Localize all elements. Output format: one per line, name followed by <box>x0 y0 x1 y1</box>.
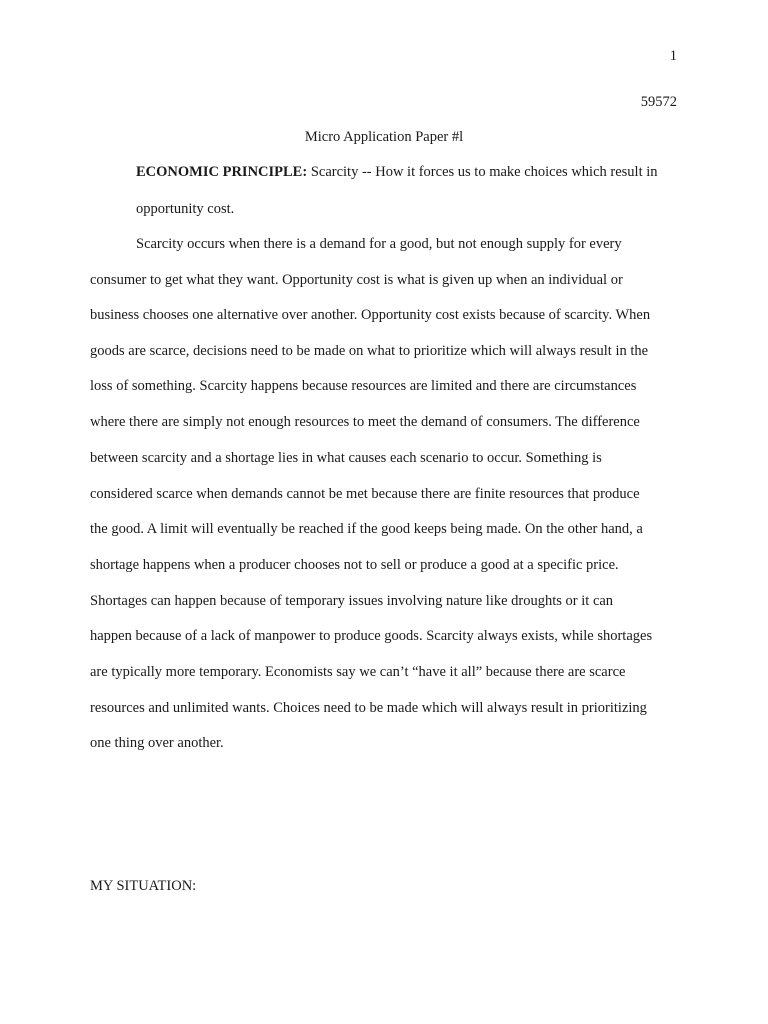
paragraph-line-1: Scarcity occurs when there is a demand for a good, but not enough supply for every <box>136 236 622 252</box>
paragraph-line-10: shortage happens when a producer chooses not to sell or produce a good at a specific price. <box>90 557 619 573</box>
paragraph-line-6: where there are simply not enough resources to meet the demand of consumers. The difference <box>90 414 640 430</box>
paragraph-line-2: consumer to get what they want. Opportunity cost is what is given up when an individual or <box>90 272 623 288</box>
paragraph-line-3: business chooses one alternative over another. Opportunity cost exists because of scarcity. When <box>90 307 651 323</box>
paragraph-line-4: goods are scarce, decisions need to be made on what to prioritize which will always result in the <box>90 343 649 359</box>
page-number: 1 <box>669 48 677 64</box>
my-situation-heading: MY SITUATION: <box>90 878 197 894</box>
economic-principle-continuation: opportunity cost. <box>136 201 235 217</box>
paper-title: Micro Application Paper #l <box>304 129 464 145</box>
paragraph-line-5: loss of something. Scarcity happens because resources are limited and there are circumstances <box>90 378 637 394</box>
economic-principle-text: Scarcity -- How it forces us to make choices which result in <box>307 164 658 180</box>
paragraph-line-13: are typically more temporary. Economists say we can’t “have it all” because there are scarce <box>90 664 626 680</box>
paragraph-line-15: one thing over another. <box>90 735 224 751</box>
student-id: 59572 <box>640 94 677 110</box>
paragraph-line-7: between scarcity and a shortage lies in what causes each scenario to occur. Something is <box>90 450 602 466</box>
paragraph-line-8: considered scarce when demands cannot be met because there are finite resources that produce <box>90 486 640 502</box>
paragraph-line-11: Shortages can happen because of temporary issues involving nature like droughts or it can <box>90 593 614 609</box>
paragraph-line-14: resources and unlimited wants. Choices need to be made which will always result in prioritizing <box>90 700 647 716</box>
economic-principle-line <box>136 163 658 181</box>
economic-principle-label: ECONOMIC PRINCIPLE: <box>136 164 308 180</box>
paragraph-line-12: happen because of a lack of manpower to produce goods. Scarcity always exists, while shortages <box>90 628 653 644</box>
paragraph-line-9: the good. A limit will eventually be reached if the good keeps being made. On the other hand, a <box>90 521 643 537</box>
